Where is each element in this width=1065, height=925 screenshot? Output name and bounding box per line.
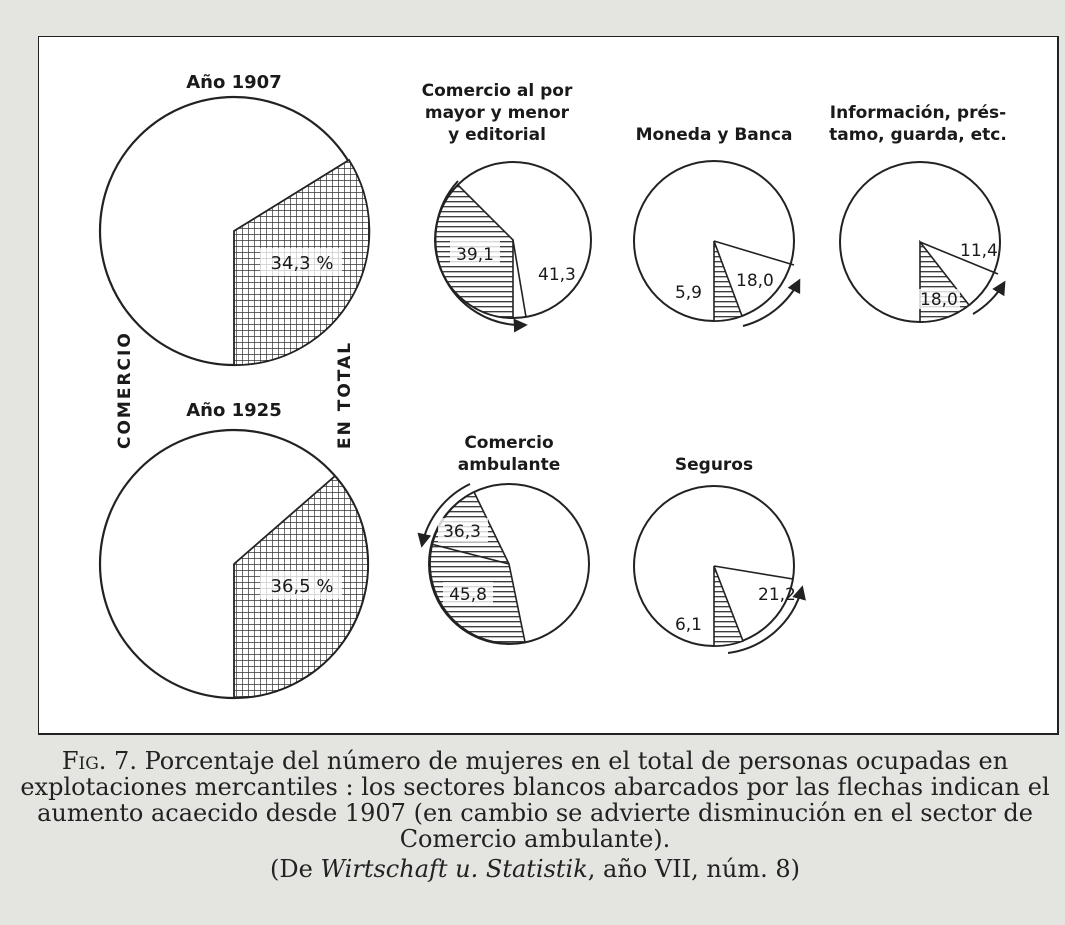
caption-source-suffix: , año VII, núm. 8) [587,855,800,883]
group-label-en-total: EN TOTAL [335,340,355,449]
pie-title-mayor-line1: Comercio al por [421,81,573,101]
pie-title-info-line2: tamo, guarda, etc. [829,125,1007,145]
pie-title-ambulante-line2: ambulante [457,455,561,475]
group-label-comercio: COMERCIO [115,331,135,449]
caption-source [20,856,1050,882]
pie-mayor-label-1907: 39,1 [456,245,494,265]
pie-title-info-line1: Información, prés- [829,103,1007,123]
caption-source-prefix: (De [270,855,321,883]
pie-title-ambulante-line1: Comercio [464,433,554,453]
pie-ambulante-label-1907: 36,3 [443,522,481,542]
pie-banca-label-1907: 5,9 [674,283,702,303]
pie-ambulante-label-1925: 45,8 [449,585,487,605]
caption-figure-label: Fig. 7. [61,747,137,775]
figure-7-chart [38,36,1060,736]
pie-1925 [100,430,368,698]
pie-title-1925: Año 1925 [186,400,282,421]
pie-mayor-label-1925: 41,3 [538,265,576,285]
caption-source-title: Wirtschaft u. Statistik [320,855,588,883]
pie-seguros-label-1925: 21,2 [758,585,796,605]
pie-1907 [100,97,369,365]
caption-text: Porcentaje del número de mujeres en el total de personas ocupadas en explotaciones mercantiles : los sectores blancos abarcados por las flechas indican el aumento acaecido desde 1907 (en cambio se advierte disminución en el sector de Comercio ambulante). [20,747,1050,853]
figure-caption [20,748,1050,882]
pie-info-label-1925: 18,0 [920,290,958,310]
pie-title-1907: Año 1907 [186,72,282,93]
pie-title-mayor-line2: mayor y menor [424,103,570,123]
pie-1907-label: 34,3 % [270,253,334,274]
pie-info-label-1907: 11,4 [960,241,998,261]
pie-banca-label-1925: 18,0 [736,271,774,291]
pie-title-banca: Moneda y Banca [635,125,793,145]
pie-title-mayor-line3: y editorial [448,125,546,145]
pie-1925-label: 36,5 % [270,576,334,597]
pie-title-seguros: Seguros [674,455,754,475]
pie-seguros-label-1907: 6,1 [674,615,702,635]
